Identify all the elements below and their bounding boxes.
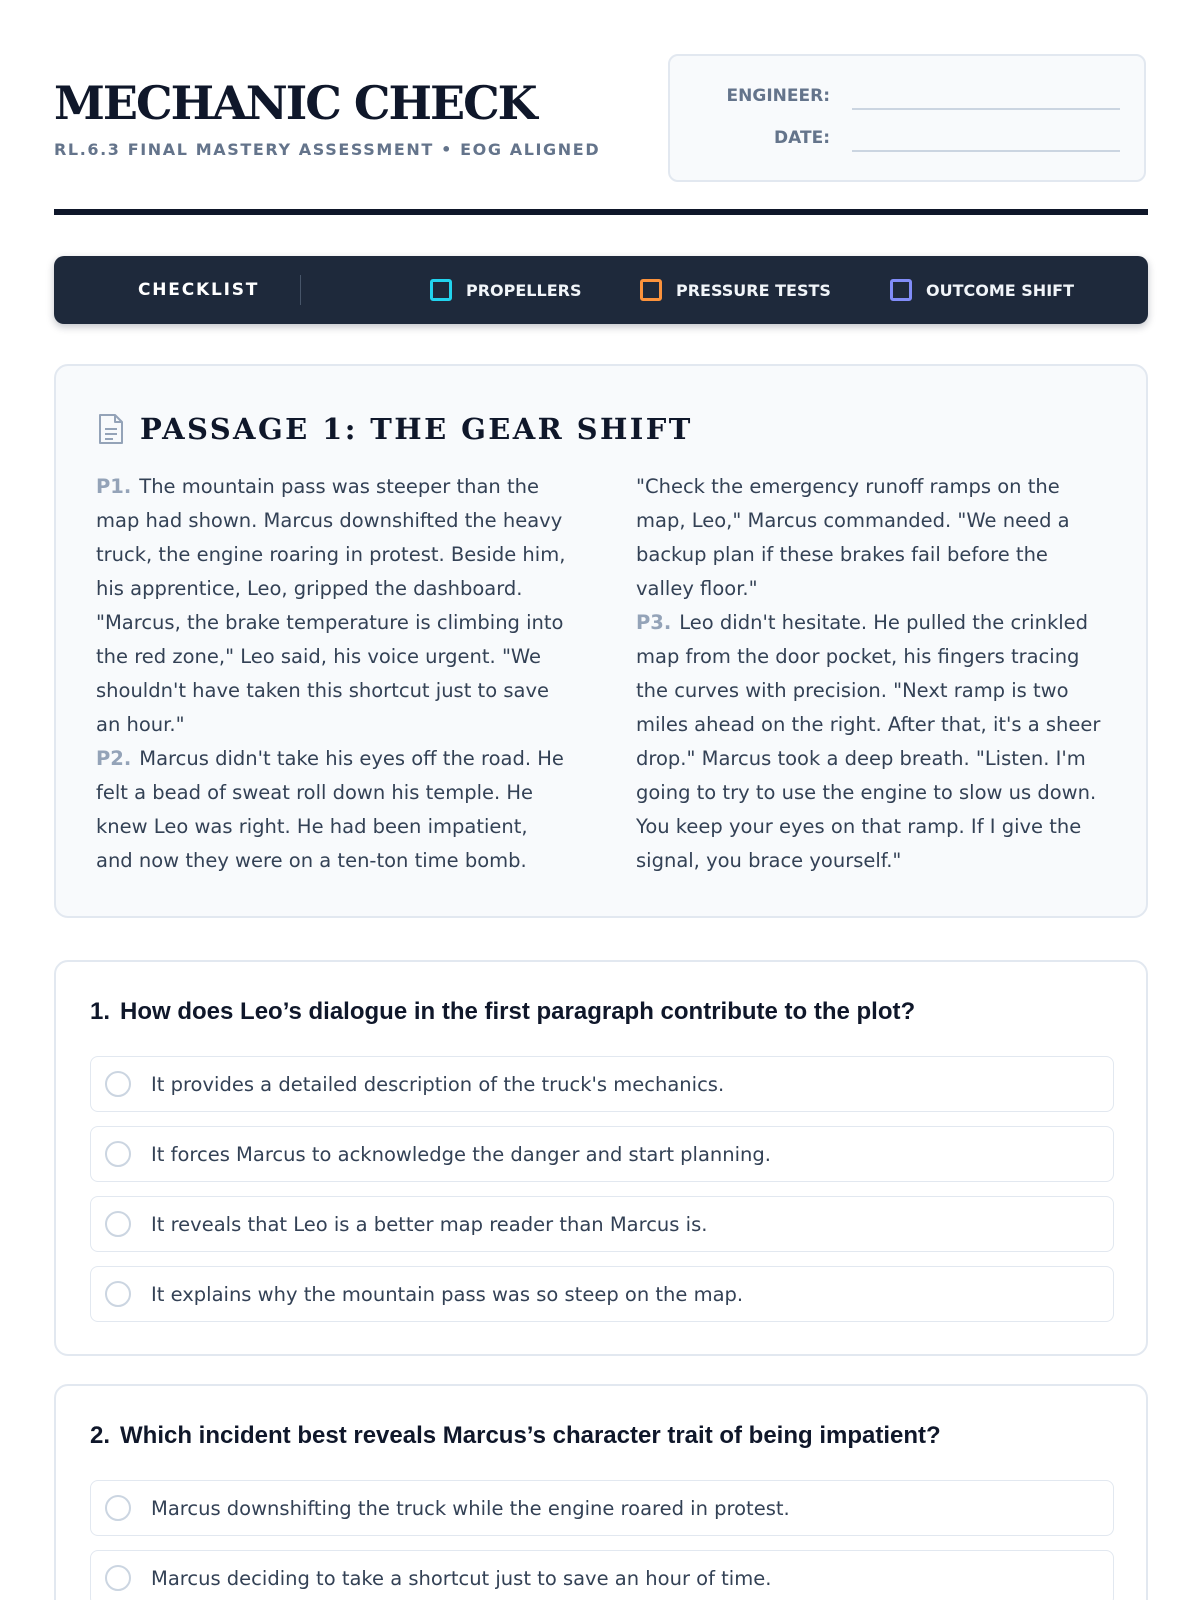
question-text: Which incident best reveals Marcus’s character trait of being impatient? (120, 1422, 941, 1449)
document-icon (98, 413, 124, 445)
radio-button[interactable] (105, 1211, 131, 1237)
question-card-1 (54, 960, 1148, 1356)
header-divider (54, 209, 1148, 215)
passage-paragraph (636, 470, 1106, 606)
checklist-item-propellers[interactable] (430, 278, 581, 302)
page-title: MECHANIC CHECK (54, 76, 536, 130)
question-number: 1. (90, 998, 111, 1025)
checklist-title: CHECKLIST (138, 280, 260, 300)
paragraph-number: P1. (96, 475, 132, 498)
paragraph-text: The mountain pass was steeper than the map had shown. Marcus downshifted the heavy truck, the engine roaring in protest. Beside him, his apprentice, Leo, gripped the dashboard. "Marcus, the brake temperature is climbing into the red zone," Leo said, his voice urgent. "We shouldn't have taken this shortcut just to save an hour." (96, 475, 566, 736)
engineer-label: ENGINEER: (726, 86, 830, 106)
answer-option[interactable] (90, 1196, 1114, 1252)
paragraph-number: P2. (96, 747, 132, 770)
passage-card (54, 364, 1148, 918)
passage-column-right (636, 470, 1106, 878)
passage-header (98, 412, 693, 446)
answer-option-text: It reveals that Leo is a better map reader than Marcus is. (151, 1212, 708, 1236)
answer-option[interactable] (90, 1126, 1114, 1182)
engineer-field[interactable] (852, 108, 1120, 110)
checklist-bar (54, 256, 1148, 324)
passage-title: PASSAGE 1: THE GEAR SHIFT (140, 412, 693, 446)
radio-button[interactable] (105, 1141, 131, 1167)
answer-option-text: Marcus downshifting the truck while the engine roared in protest. (151, 1496, 790, 1520)
page-subtitle: RL.6.3 FINAL MASTERY ASSESSMENT • EOG ALIGNED (54, 140, 601, 159)
radio-button[interactable] (105, 1281, 131, 1307)
paragraph-text: Marcus didn't take his eyes off the road. He felt a bead of sweat roll down his temple. He knew Leo was right. He had been impatient, and now they were on a ten-ton time bomb. (96, 747, 564, 872)
answer-option-text: It provides a detailed description of the truck's mechanics. (151, 1072, 725, 1096)
answer-option[interactable] (90, 1056, 1114, 1112)
answer-option-text: It forces Marcus to acknowledge the danger and start planning. (151, 1142, 771, 1166)
date-field[interactable] (852, 150, 1120, 152)
passage-column-left (96, 470, 566, 878)
engineer-row (670, 82, 1144, 112)
radio-button[interactable] (105, 1495, 131, 1521)
paragraph-number: P3. (636, 611, 672, 634)
checklist-item-label: PRESSURE TESTS (676, 280, 831, 300)
question-prompt (90, 1422, 941, 1450)
radio-button[interactable] (105, 1071, 131, 1097)
answer-option[interactable] (90, 1550, 1114, 1600)
answer-option-text: It explains why the mountain pass was so steep on the map. (151, 1282, 744, 1306)
checklist-separator (300, 275, 301, 305)
paragraph-text: Leo didn't hesitate. He pulled the crinkled map from the door pocket, his fingers tracing the curves with precision. "Next ramp is two miles ahead on the right. After that, it's a sheer drop." Marcus took a deep breath. "Listen. I'm going to try to use the engine to slow us down. You keep your eyes on that ramp. If I give the signal, you brace yourself." (636, 611, 1101, 872)
passage-paragraph (96, 470, 566, 742)
radio-button[interactable] (105, 1565, 131, 1591)
passage-paragraph (636, 606, 1106, 878)
question-prompt (90, 998, 915, 1026)
checklist-item-label: OUTCOME SHIFT (926, 280, 1074, 300)
checkbox-icon[interactable] (640, 279, 662, 301)
worksheet-header (54, 54, 1148, 184)
checklist-item-pressure-tests[interactable] (640, 278, 831, 302)
answer-option[interactable] (90, 1266, 1114, 1322)
checkbox-icon[interactable] (430, 279, 452, 301)
question-number: 2. (90, 1422, 111, 1449)
answer-option-text: Marcus deciding to take a shortcut just to save an hour of time. (151, 1566, 772, 1590)
answer-option[interactable] (90, 1480, 1114, 1536)
checklist-item-label: PROPELLERS (466, 280, 582, 300)
date-label: DATE: (774, 128, 830, 148)
paragraph-text: "Check the emergency runoff ramps on the map, Leo," Marcus commanded. "We need a backup plan if these brakes fail before the valley floor." (636, 475, 1070, 600)
question-card-2 (54, 1384, 1148, 1600)
question-text: How does Leo’s dialogue in the first paragraph contribute to the plot? (120, 998, 916, 1025)
passage-paragraph (96, 742, 566, 878)
checklist-item-outcome-shift[interactable] (890, 278, 1074, 302)
student-info-box (668, 54, 1146, 182)
checkbox-icon[interactable] (890, 279, 912, 301)
date-row (670, 124, 1144, 154)
